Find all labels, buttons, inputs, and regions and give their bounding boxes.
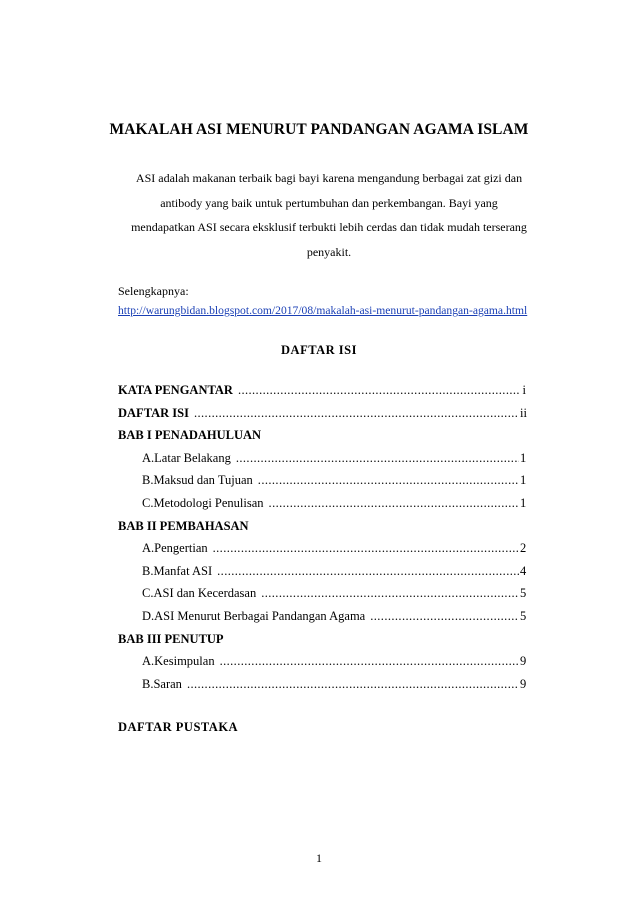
toc-entry-label: ASI Menurut Berbagai Pandangan Agama [154,608,366,623]
toc-dot-leader [220,654,519,669]
toc-entry [118,496,526,519]
toc-entry-label: ASI dan Kecerdasan [153,586,257,601]
toc-entry-marker: A. [142,541,155,556]
toc-dot-leader [269,496,519,511]
toc-entry [118,632,526,655]
toc-entry-marker: A. [142,654,155,669]
toc-dot-leader [187,677,519,692]
toc-entry [118,564,526,587]
toc-entry-marker: B. [142,563,154,578]
toc-dot-leader [258,473,519,488]
source-link[interactable]: http://warungbidan.blogspot.com/2017/08/makalah-asi-menurut-pandangan-agama.html [118,304,528,317]
toc-dot-leader [194,406,519,421]
toc-entry [118,609,526,632]
more-label: Selengkapnya: [118,284,189,298]
abstract-paragraph [114,166,544,264]
page-number: 1 [316,851,322,865]
toc-dot-leader [236,451,519,466]
abstract-line: penyakit. [306,244,352,259]
toc-entry-page: 1 [520,495,527,510]
toc-dot-leader [217,564,519,579]
toc-entry-page: 2 [520,541,527,556]
toc-entry-marker: B. [142,473,154,488]
toc-entry-label: Metodologi Penulisan [153,495,264,510]
toc-entry [118,406,526,429]
toc-entry-page: ii [520,405,527,420]
toc-entry-label: Manfat ASI [153,563,213,578]
toc-entry-page: i [522,383,526,397]
toc-entry [118,586,526,609]
toc-entry-marker: D. [142,608,155,623]
toc-entry-label: Maksud dan Tujuan [153,473,253,488]
toc-entry-page: 4 [520,563,527,578]
toc-entry-page: 9 [520,676,527,691]
toc-entry-label: Saran [153,676,182,691]
toc-dot-leader [261,586,519,601]
toc-entry-marker: C. [142,586,154,601]
toc-dot-leader [238,383,519,398]
toc-entry [118,541,526,564]
abstract-line: mendapatkan ASI secara eksklusif terbukti lebih cerdas dan tidak mudah terserang [131,220,527,234]
toc-entry-label: Latar Belakang [154,450,231,465]
daftar-pustaka-heading: DAFTAR PUSTAKA [118,720,239,734]
toc-entry-page: 5 [520,586,527,601]
toc-entry [118,473,526,496]
toc-dot-leader [370,609,519,624]
toc-entry [118,428,526,451]
toc-entry-page: 1 [520,450,527,465]
toc-entry [118,519,526,542]
toc-entry-label: Kesimpulan [154,654,215,669]
toc-entry-label: Pengertian [154,541,208,556]
abstract-line: ASI adalah makanan terbaik bagi bayi karena mengandung berbagai zat gizi dan [135,171,523,185]
toc-entry-label: KATA PENGANTAR [118,383,233,397]
toc-entry-marker: B. [142,676,154,691]
toc-entry-page: 5 [520,608,527,623]
abstract-line: antibody yang baik untuk pertumbuhan dan perkembangan. Bayi yang [160,195,498,210]
toc-entry-marker: C. [142,495,154,510]
toc-entry [118,677,526,700]
toc-entry-label: DAFTAR ISI [118,405,189,420]
toc-dot-leader [213,541,519,556]
toc-entry [118,383,526,406]
toc-entry-marker: A. [142,450,155,465]
toc-entry-label: BAB III PENUTUP [118,631,224,646]
toc-heading: DAFTAR ISI [281,343,357,357]
table-of-contents [118,383,526,699]
toc-entry-page: 1 [520,473,527,488]
toc-entry-label: BAB I PENADAHULUAN [118,428,262,443]
toc-entry [118,654,526,677]
toc-entry [118,451,526,474]
toc-entry-page: 9 [520,654,527,669]
document-title: MAKALAH ASI MENURUT PANDANGAN AGAMA ISLAM [109,121,529,138]
toc-entry-label: BAB II PEMBAHASAN [118,518,249,533]
